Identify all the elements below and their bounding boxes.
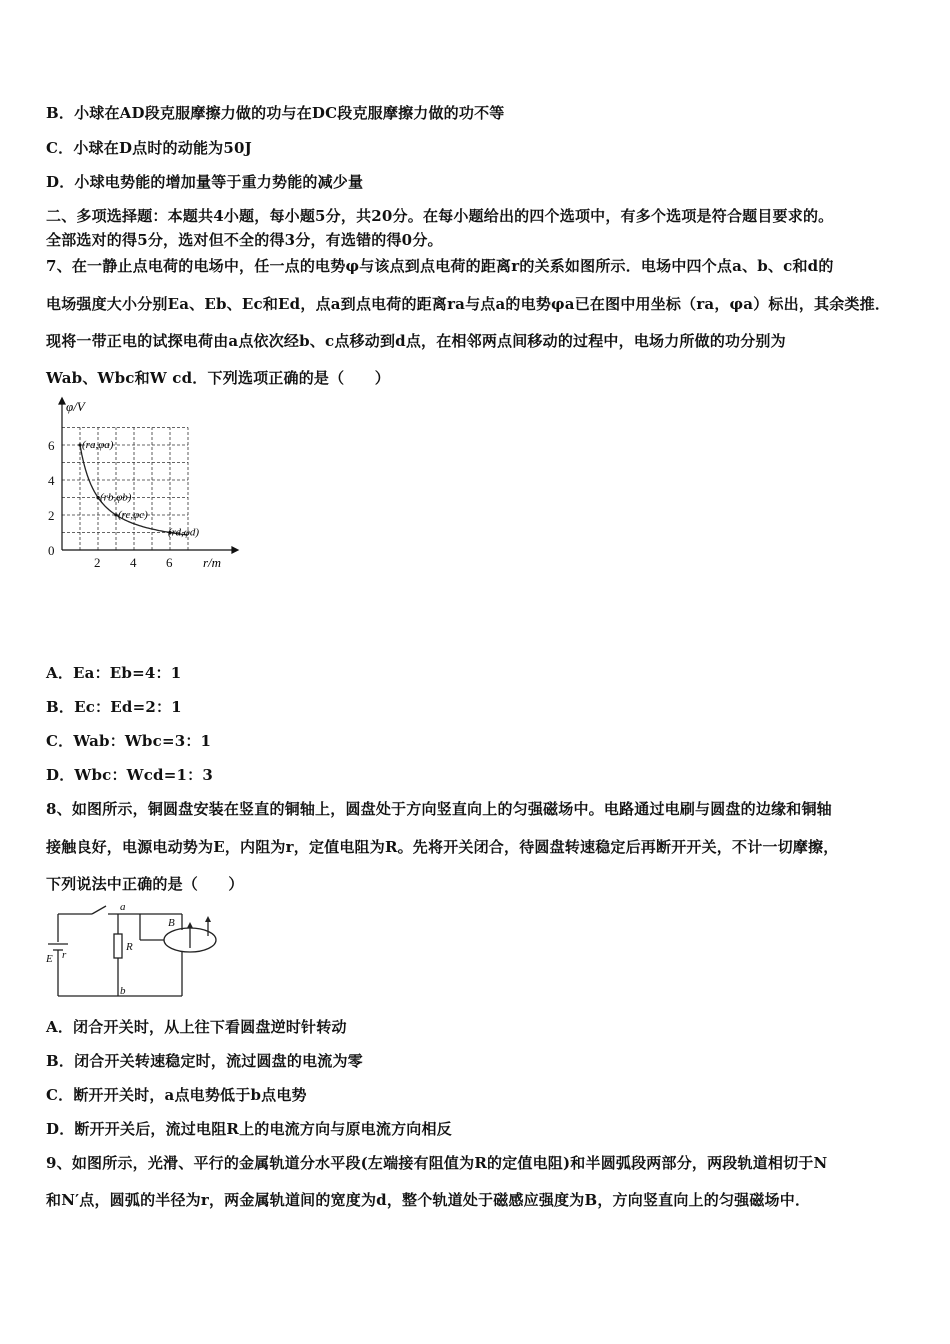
q7-option-d: D．Wbc：Wcd=1：3: [46, 766, 213, 784]
y-tick-label: 0: [48, 543, 55, 558]
label-b: b: [120, 985, 126, 997]
q7-stem-line2: 电场强度大小分别Ea、Eb、Ec和Ed，点a到点电荷的距离ra与点a的电势φa已在图中用坐标（ra，φa）标出，其余类推．: [46, 295, 891, 313]
x-tick-label: 4: [130, 555, 137, 570]
q8-option-d: D．断开开关后，流过电阻R上的电流方向与原电流方向相反: [46, 1120, 452, 1138]
x-axis-arrow: [232, 547, 238, 553]
label-r: r: [62, 949, 67, 961]
section2-heading-line1: 二、多项选择题：本题共4小题，每小题5分，共20分。在每小题给出的四个选项中，有多个选项是符合题目要求的。: [46, 207, 834, 225]
q6-option-b: B．小球在AD段克服摩擦力做的功与在DC段克服摩擦力做的功不等: [46, 104, 505, 122]
q8-stem-line1: 8、如图所示，铜圆盘安装在竖直的铜轴上，圆盘处于方向竖直向上的匀强磁场中。电路通过电刷与圆盘的边缘和铜轴: [46, 800, 832, 818]
q7-option-c: C．Wab：Wbc=3：1: [46, 732, 212, 750]
y-axis-label: φ/V: [66, 399, 85, 414]
switch: [92, 906, 106, 914]
y-axis-arrow: [59, 398, 65, 404]
section2-heading-line2: 全部选对的得5分，选对但不全的得3分，有选错的得0分。: [46, 231, 443, 249]
x-tick-label: 2: [94, 555, 101, 570]
x-tick-label: 6: [166, 555, 173, 570]
q8-option-a: A．闭合开关时，从上往下看圆盘逆时针转动: [46, 1018, 347, 1036]
x-axis-label: r/m: [203, 555, 222, 570]
q7-stem-line1: 7、在一静止点电荷的电场中，任一点的电势φ与该点到点电荷的距离r的关系如图所示．电场中四个点a、b、c和d的: [46, 257, 834, 275]
q7-option-b: B．Ec：Ed=2：1: [46, 698, 182, 716]
q8-option-b: B．闭合开关转速稳定时，流过圆盘的电流为零: [46, 1052, 363, 1070]
label-B: B: [168, 917, 175, 929]
y-tick-label: 4: [48, 473, 55, 488]
q9-stem-line1: 9、如图所示，光滑、平行的金属轨道分水平段(左端接有阻值为R的定值电阻)和半圆弧段两部分，两段轨道相切于N: [46, 1154, 828, 1172]
label-a: a: [120, 901, 126, 913]
label-R: R: [126, 941, 133, 953]
point-label: (ra,φa): [82, 439, 114, 451]
point-label: (rc,φc): [118, 509, 148, 521]
y-tick-label: 2: [48, 508, 55, 523]
q7-option-a: A．Ea：Eb=4：1: [46, 664, 182, 682]
phi-r-chart: [40, 395, 250, 575]
point-label: (rb,φb): [100, 491, 132, 504]
q8-stem-line2: 接触良好，电源电动势为E，内阻为r，定值电阻为R。先将开关闭合，待圆盘转速稳定后再断开开关，不计一切摩擦，: [46, 838, 839, 856]
q8-option-c: C．断开开关时，a点电势低于b点电势: [46, 1086, 307, 1104]
q8-stem-line3: 下列说法中正确的是（ ）: [46, 875, 244, 893]
point-label: (rd,φd): [168, 526, 200, 539]
q9-stem-line2: 和N′点，圆弧的半径为r，两金属轨道间的宽度为d，整个轨道处于磁感应强度为B，方向竖直向上的匀强磁场中．: [46, 1191, 811, 1209]
q7-stem-line3: 现将一带正电的试探电荷由a点依次经b、c点移动到d点，在相邻两点间移动的过程中，电场力所做的功分别为: [46, 332, 786, 350]
q6-option-c: C．小球在D点时的动能为50J: [46, 139, 252, 157]
label-E: E: [46, 953, 53, 965]
resistor: [114, 934, 122, 958]
q7-stem-line4: Wab、Wbc和W cd．下列选项正确的是（ ）: [46, 369, 390, 387]
y-tick-label: 6: [48, 438, 55, 453]
chart-axes: [59, 398, 238, 553]
circuit-diagram: [40, 900, 230, 1000]
q6-option-d: D．小球电势能的增加量等于重力势能的减少量: [46, 173, 364, 191]
